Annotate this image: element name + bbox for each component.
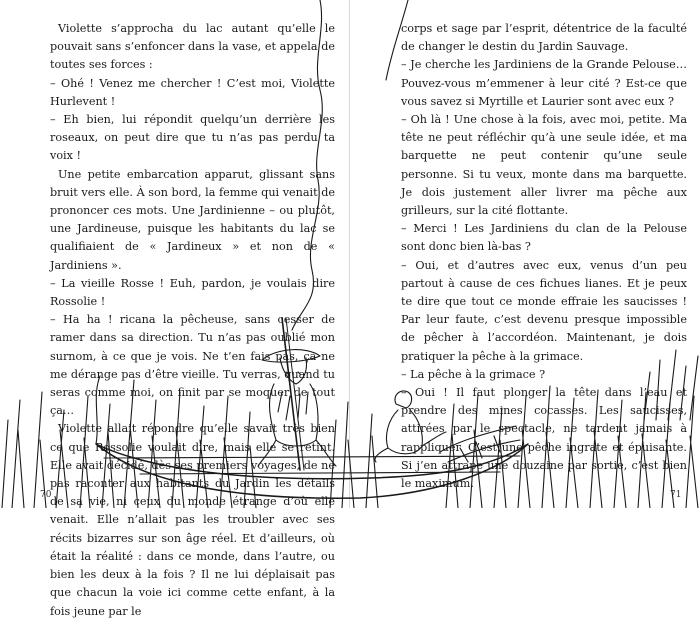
page-number: 70 bbox=[40, 490, 52, 500]
paragraph: – Oui ! Il faut plonger la tête dans l’eau et prendre des mines cocasses. Les saucisses, attirées par le spectacle, ne tardent jamais à rappliquer. C’est une pêche ingrate et épuisante. Si j’en attrape une douzaine par sortie, c’est bien le maximum. bbox=[401, 386, 687, 491]
paragraph: – La pêche à la grimace ? bbox=[401, 367, 546, 381]
paragraph: – La vieille Rosse ! Euh, pardon, je voulais dire Rossolie ! bbox=[50, 276, 335, 309]
paragraph: corps et sage par l’esprit, détentrice de la faculté de changer le destin du Jardin Sauvage. bbox=[401, 22, 687, 54]
left-text-column bbox=[50, 20, 335, 621]
right-page bbox=[350, 0, 700, 508]
paragraph: Violette allait répondre qu’elle savait très bien ce que Rossolie voulait dire, mais elle se retint. Elle avait décidé, dès ses premiers voyages, de ne pas raconter aux habitants du Jardin les détails de sa vie, ni ceux du monde étrange d’où elle venait. Elle n’allait pas les troubler avec ses récits bizarres sur son âge réel. Et d’ailleurs, où était la réalité : dans ce monde, dans l’autre, ou bien les deux à la fois ? Il ne lui déplaisait pas que chacun la voie ici comme cette enfant, à la fois jeune par le bbox=[50, 422, 335, 618]
paragraph: – Oui, et d’autres avec eux, venus d’un peu partout à cause de ces fichues lianes. Et je peux te dire que tout ce monde effraie les saucisses ! Par leur faute, c’est devenu presque impossible de pêcher à l’accordéon. Maintenant, je dois pratiquer la pêche à la grimace. bbox=[401, 258, 687, 363]
page-number: 71 bbox=[670, 490, 682, 500]
paragraph: – Ohé ! Venez me chercher ! C’est moi, Violette Hurlevent ! bbox=[50, 76, 335, 108]
paragraph: Une petite embarcation apparut, glissant sans bruit vers elle. À son bord, la femme qui venait de prononcer ces mots. Une Jardinienne – ou plutôt, une Jardineuse, puisque les habitants du lac se qualifiaient de « Jardineux » et non de « Jardiniens ». bbox=[50, 167, 335, 272]
paragraph: – Ha ha ! ricana la pêcheuse, sans cesser de ramer dans sa direction. Tu n’as pas oublié mon surnom, à ce que je vois. Ne t’en fais pas, ça ne me dérange pas d’être vieille. Tu verras, quand tu seras comme moi, on finit par se moquer de tout ça… bbox=[50, 313, 335, 418]
paragraph: – Eh bien, lui répondit quelqu’un derrière les roseaux, on peut dire que tu n’as pas perdu ta voix ! bbox=[50, 113, 335, 163]
left-page bbox=[0, 0, 350, 618]
right-text-column bbox=[401, 20, 687, 493]
paragraph: – Oh là ! Une chose à la fois, avec moi, petite. Ma tête ne peut réfléchir qu’à une seule idée, et ma barquette ne peut contenir qu’une seule personne. Si tu veux, monte dans ma barquette. Je dois justement aller livrer ma pêche aux grilleurs, sur la cité flottante. bbox=[401, 113, 687, 218]
paragraph: – Merci ! Les Jardiniens du clan de la Pelouse sont donc bien là-bas ? bbox=[401, 222, 687, 254]
paragraph: Violette s’approcha du lac autant qu’elle le pouvait sans s’enfoncer dans la vase, et appela de toutes ses forces : bbox=[50, 22, 335, 72]
paragraph: – Je cherche les Jardiniens de la Grande Pelouse… Pouvez-vous m’emmener à leur cité ? Est-ce que vous savez si Myrtille et Laurier sont avec eux ? bbox=[401, 58, 687, 108]
